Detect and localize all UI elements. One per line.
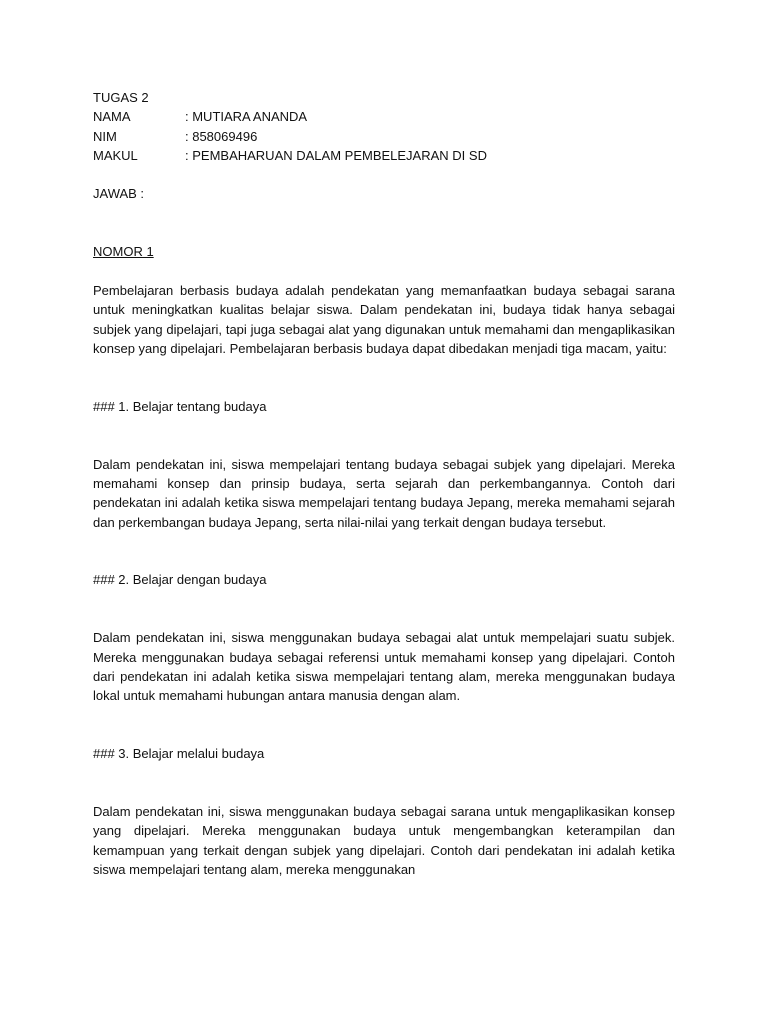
subsection-heading-2: ### 2. Belajar dengan budaya — [93, 572, 267, 588]
document-body — [93, 88, 675, 879]
subsection-heading-3: ### 3. Belajar melalui budaya — [93, 746, 265, 762]
subsection-body-3: Dalam pendekatan ini, siswa menggunakan budaya sebagai sarana untuk mengaplikasikan konsep yang dipelajari. Mereka menggunakan budaya untuk mengembangkan keterampilan dan kemampuan yang terkait dengan subjek yang dipelajari. Contoh dari pendekatan ini adalah ketika siswa mempelajari tentang alam, mereka menggunakan — [93, 803, 675, 877]
header-row-nim — [93, 127, 675, 146]
subsection-body-2: Dalam pendekatan ini, siswa menggunakan budaya sebagai alat untuk mempelajari suatu subjek. Mereka menggunakan budaya sebagai referensi untuk memahami konsep yang dipelajari. Contoh dari pendekatan ini adalah ketika siswa mempelajari tentang alam, mereka menggunakan budaya lokal untuk memahami hubungan antara manusia dengan alam. — [93, 630, 675, 704]
header-label: MAKUL — [93, 147, 138, 163]
section-title: NOMOR 1 — [93, 244, 154, 260]
header-value: : MUTIARA ANANDA — [185, 109, 308, 125]
header-row-makul — [93, 146, 675, 165]
header-label: NIM — [93, 128, 117, 144]
subsection-body-1: Dalam pendekatan ini, siswa mempelajari tentang budaya sebagai subjek yang dipelajari. Mereka memahami konsep dan prinsip budaya, serta sejarah dan perkembangannya. Contoh dari pendekatan ini adalah ketika siswa mempelajari tentang budaya Jepang, mereka memahami sejarah dan perkembangan budaya Jepang, serta nilai-nilai yang terkait dengan budaya tersebut. — [93, 456, 675, 530]
answer-label: JAWAB : — [93, 186, 145, 202]
intro-paragraph: Pembelajaran berbasis budaya adalah pendekatan yang memanfaatkan budaya sebagai sarana untuk meningkatkan kualitas belajar siswa. Dalam pendekatan ini, budaya tidak hanya sebagai subjek yang dipelajari, tapi juga sebagai alat yang digunakan untuk memahami dan mengaplikasikan konsep yang dipelajari. Pembelajaran berbasis budaya dapat dibedakan menjadi tiga macam, yaitu: — [93, 282, 675, 356]
header-value: : 858069496 — [185, 128, 258, 144]
header-label: NAMA — [93, 109, 131, 125]
assignment-title: TUGAS 2 — [93, 90, 149, 105]
subsection-heading-1: ### 1. Belajar tentang budaya — [93, 398, 267, 414]
header-value: : PEMBAHARUAN DALAM PEMBELEJARAN DI SD — [185, 147, 487, 163]
header-row-nama — [93, 107, 675, 126]
